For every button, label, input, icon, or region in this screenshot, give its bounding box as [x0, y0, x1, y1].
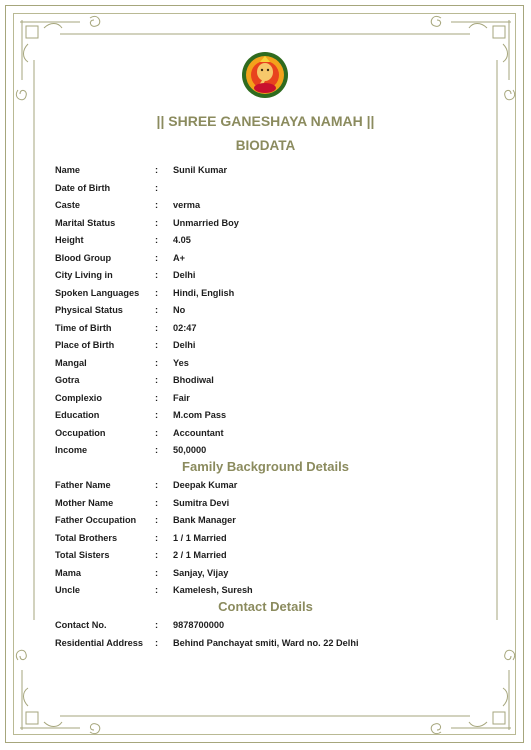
detail-separator: : — [155, 532, 159, 543]
detail-value: Bhodiwal — [173, 375, 214, 385]
detail-value: M.com Pass — [173, 410, 227, 420]
ganesha-icon — [240, 50, 290, 100]
detail-separator: : — [155, 340, 159, 350]
contact-section-title: Contact Details — [218, 599, 313, 614]
detail-value: Sanjay, Vijay — [173, 567, 229, 578]
detail-label: Time of Birth — [55, 322, 112, 333]
detail-value: Behind Panchayat smiti, Ward no. 22 Delhi — [173, 637, 359, 648]
detail-label: Occupation — [55, 427, 106, 438]
detail-label: Father Name — [55, 480, 111, 490]
corner-ornament-bottom-right — [431, 650, 514, 733]
detail-value: 4.05 — [173, 235, 191, 245]
detail-separator: : — [155, 567, 159, 578]
detail-value: 1 / 1 Married — [173, 532, 227, 543]
detail-value: 9878700000 — [173, 620, 225, 630]
detail-label: Contact No. — [55, 620, 107, 630]
detail-value: verma — [173, 200, 201, 210]
detail-separator: : — [155, 585, 159, 595]
detail-value: Bank Manager — [173, 515, 236, 525]
detail-separator: : — [155, 217, 159, 228]
detail-label: Spoken Languages — [55, 287, 140, 298]
corner-ornament-bottom-left — [16, 650, 470, 733]
detail-label: Total Brothers — [55, 532, 118, 543]
detail-separator: : — [155, 392, 159, 403]
detail-separator: : — [155, 497, 159, 508]
detail-label: Caste — [55, 200, 81, 210]
detail-separator: : — [155, 515, 159, 525]
detail-label: Blood Group — [55, 252, 112, 263]
detail-value: Delhi — [173, 340, 196, 350]
detail-label: Name — [55, 165, 81, 175]
detail-value: Fair — [173, 392, 190, 403]
detail-separator: : — [155, 375, 159, 385]
detail-value: Unmarried Boy — [173, 217, 239, 228]
detail-separator: : — [155, 322, 159, 333]
detail-value: Deepak Kumar — [173, 480, 238, 490]
detail-separator: : — [155, 235, 159, 245]
detail-separator: : — [155, 287, 159, 298]
mantra-heading: || SHREE GANESHAYA NAMAH || — [156, 113, 375, 129]
detail-label: Complexio — [55, 392, 102, 403]
detail-value: Yes — [173, 357, 189, 368]
detail-separator: : — [155, 410, 159, 420]
detail-label: Residential Address — [55, 637, 143, 648]
detail-value: 50,0000 — [173, 445, 207, 455]
detail-label: Place of Birth — [55, 340, 115, 350]
detail-label: Date of Birth — [55, 182, 111, 193]
detail-value: Sumitra Devi — [173, 497, 230, 508]
detail-separator: : — [155, 637, 159, 648]
detail-value: No — [173, 305, 186, 315]
detail-label: Marital Status — [55, 217, 116, 228]
detail-separator: : — [155, 252, 159, 263]
family-section-title: Family Background Details — [182, 459, 349, 474]
detail-value: 2 / 1 Married — [173, 550, 227, 560]
detail-separator: : — [155, 445, 159, 455]
detail-label: Mother Name — [55, 497, 114, 508]
detail-separator: : — [155, 305, 159, 315]
detail-value: Delhi — [173, 270, 196, 280]
detail-separator: : — [155, 200, 159, 210]
detail-label: Gotra — [55, 375, 80, 385]
corner-ornament-top-left — [16, 16, 470, 620]
detail-separator: : — [155, 550, 159, 560]
detail-label: Mangal — [55, 357, 87, 368]
detail-value: Hindi, English — [173, 287, 235, 298]
detail-label: Father Occupation — [55, 515, 137, 525]
corner-ornament-top-right — [431, 16, 514, 620]
detail-label: Income — [55, 445, 88, 455]
detail-separator: : — [155, 165, 159, 175]
detail-value: Sunil Kumar — [173, 165, 228, 175]
detail-label: City Living in — [55, 270, 113, 280]
detail-label: Height — [55, 235, 84, 245]
detail-separator: : — [155, 620, 159, 630]
detail-separator: : — [155, 357, 159, 368]
biodata-title: BIODATA — [235, 138, 296, 153]
detail-label: Total Sisters — [55, 550, 110, 560]
detail-separator: : — [155, 480, 159, 490]
detail-value: Kamelesh, Suresh — [173, 585, 253, 595]
detail-separator: : — [155, 270, 159, 280]
detail-value: 02:47 — [173, 322, 197, 333]
detail-separator: : — [155, 182, 159, 193]
detail-label: Uncle — [55, 585, 81, 595]
detail-label: Mama — [55, 567, 82, 578]
detail-label: Physical Status — [55, 305, 123, 315]
detail-label: Education — [55, 410, 100, 420]
detail-value: Accountant — [173, 427, 224, 438]
detail-value: A+ — [173, 252, 186, 263]
detail-separator: : — [155, 427, 159, 438]
